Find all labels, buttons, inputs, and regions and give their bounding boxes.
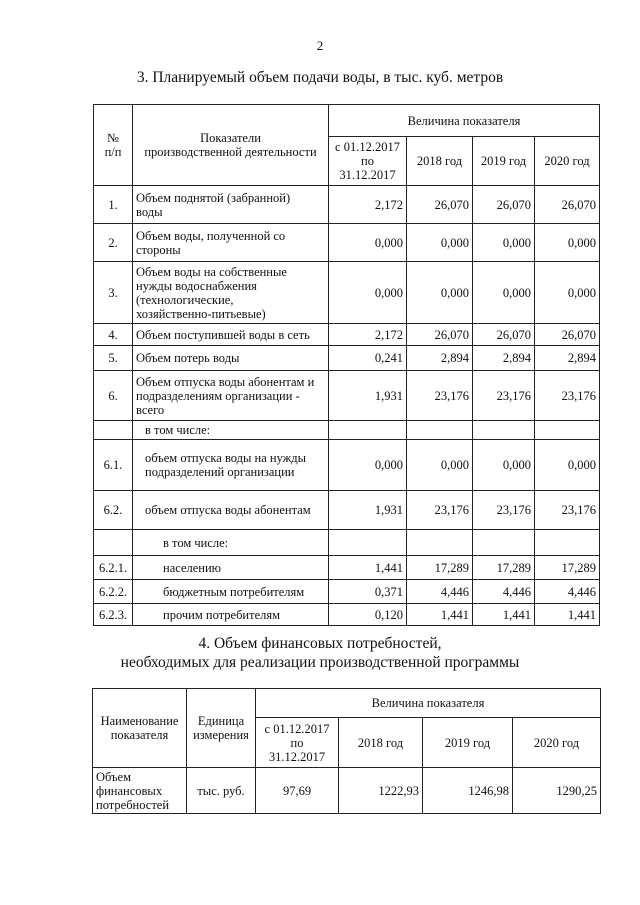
table-row	[94, 580, 600, 604]
header-value-group: Величина показателя	[256, 689, 601, 718]
cell-value: 2,894	[407, 346, 473, 371]
cell-value: 0,241	[329, 346, 407, 371]
header-period1: с 01.12.2017 по 31.12.2017	[256, 718, 339, 768]
cell-value: 0,000	[407, 262, 473, 324]
header-2018: 2018 год	[407, 137, 473, 186]
row-name: Объем воды, полученной со стороны	[133, 224, 329, 262]
header-2018: 2018 год	[339, 718, 423, 768]
row-name: бюджетным потребителям	[133, 580, 329, 604]
table-row	[94, 491, 600, 530]
row-name: Объем поднятой (забранной) воды	[133, 186, 329, 224]
row-num	[94, 421, 133, 440]
header-2019: 2019 год	[473, 137, 535, 186]
cell-value: 0,000	[329, 440, 407, 491]
cell-value: 0,000	[407, 440, 473, 491]
table-row	[94, 440, 600, 491]
cell-value: 0,000	[535, 440, 600, 491]
water-supply-table	[93, 104, 600, 626]
row-num: 6.2.2.	[94, 580, 133, 604]
cell-value: 1246,98	[423, 768, 513, 814]
cell-empty	[535, 421, 600, 440]
row-name: Объем потерь воды	[133, 346, 329, 371]
row-name: объем отпуска воды на нужды подразделений организации	[133, 440, 329, 491]
cell-value: 1222,93	[339, 768, 423, 814]
cell-value: 2,894	[473, 346, 535, 371]
row-num: 6.2.	[94, 491, 133, 530]
table-row	[94, 421, 600, 440]
header-2020: 2020 год	[513, 718, 601, 768]
cell-value: 17,289	[407, 556, 473, 580]
cell-empty	[329, 421, 407, 440]
table-row	[94, 530, 600, 556]
cell-value: 23,176	[473, 491, 535, 530]
page-number: 2	[316, 38, 324, 53]
cell-value: 1,931	[329, 491, 407, 530]
row-num: 4.	[94, 324, 133, 346]
header-2020: 2020 год	[535, 137, 600, 186]
cell-value: 17,289	[473, 556, 535, 580]
row-num: 5.	[94, 346, 133, 371]
cell-value: 17,289	[535, 556, 600, 580]
row-unit: тыс. руб.	[187, 768, 256, 814]
row-name: Объем финансовых потребностей	[93, 768, 187, 814]
cell-value: 1,441	[329, 556, 407, 580]
row-num: 6.1.	[94, 440, 133, 491]
row-num: 3.	[94, 262, 133, 324]
cell-empty	[329, 530, 407, 556]
row-name: Объем воды на собственные нужды водоснабжения (технологические, хозяйственно-питьевые)	[133, 262, 329, 324]
financial-needs-table	[92, 688, 601, 814]
cell-empty	[407, 530, 473, 556]
cell-value: 4,446	[473, 580, 535, 604]
cell-value: 2,894	[535, 346, 600, 371]
row-name: в том числе:	[133, 530, 329, 556]
cell-value: 1,441	[473, 604, 535, 626]
table-row	[94, 186, 600, 224]
row-name: Объем поступившей воды в сеть	[133, 324, 329, 346]
row-name: Объем отпуска воды абонентам и подразделениям организации - всего	[133, 371, 329, 421]
row-num: 2.	[94, 224, 133, 262]
cell-empty	[407, 421, 473, 440]
cell-value: 26,070	[535, 186, 600, 224]
header-indicator: Показатели производственной деятельности	[133, 105, 329, 186]
cell-value: 23,176	[535, 491, 600, 530]
row-name: населению	[133, 556, 329, 580]
header-value-group: Величина показателя	[329, 105, 600, 137]
table-row	[94, 556, 600, 580]
cell-value: 0,000	[473, 224, 535, 262]
cell-empty	[473, 530, 535, 556]
cell-value: 0,000	[473, 262, 535, 324]
section4-title: 4. Объем финансовых потребностей, необходимых для реализации производственной программы	[120, 635, 520, 671]
row-name: объем отпуска воды абонентам	[133, 491, 329, 530]
cell-value: 26,070	[535, 324, 600, 346]
cell-value: 26,070	[407, 186, 473, 224]
cell-value: 0,120	[329, 604, 407, 626]
table-row	[93, 768, 601, 814]
table-row	[94, 224, 600, 262]
cell-value: 1,441	[407, 604, 473, 626]
header-row	[94, 105, 600, 137]
table-row	[94, 604, 600, 626]
header-2019: 2019 год	[423, 718, 513, 768]
section3-title: 3. Планируемый объем подачи воды, в тыс. куб. метров	[136, 69, 504, 86]
cell-value: 0,371	[329, 580, 407, 604]
row-num	[94, 530, 133, 556]
cell-value: 23,176	[407, 371, 473, 421]
row-num: 6.2.1.	[94, 556, 133, 580]
table-row	[94, 346, 600, 371]
row-num: 6.2.3.	[94, 604, 133, 626]
header-unit: Единица измерения	[187, 689, 256, 768]
cell-value: 26,070	[473, 324, 535, 346]
cell-value: 23,176	[473, 371, 535, 421]
table-row	[94, 262, 600, 324]
cell-value: 23,176	[535, 371, 600, 421]
row-name: прочим потребителям	[133, 604, 329, 626]
cell-value: 0,000	[329, 224, 407, 262]
table-row	[94, 371, 600, 421]
table-row	[94, 324, 600, 346]
cell-value: 26,070	[407, 324, 473, 346]
cell-value: 1290,25	[513, 768, 601, 814]
row-num: 1.	[94, 186, 133, 224]
header-row	[93, 689, 601, 718]
row-num: 6.	[94, 371, 133, 421]
cell-value: 0,000	[535, 224, 600, 262]
cell-empty	[473, 421, 535, 440]
row-name: в том числе:	[133, 421, 329, 440]
cell-value: 4,446	[535, 580, 600, 604]
cell-value: 0,000	[407, 224, 473, 262]
cell-value: 4,446	[407, 580, 473, 604]
cell-value: 2,172	[329, 186, 407, 224]
cell-value: 1,931	[329, 371, 407, 421]
cell-value: 97,69	[256, 768, 339, 814]
header-name: Наименование показателя	[93, 689, 187, 768]
cell-value: 26,070	[473, 186, 535, 224]
header-period1: с 01.12.2017 по 31.12.2017	[329, 137, 407, 186]
cell-value: 0,000	[535, 262, 600, 324]
cell-value: 2,172	[329, 324, 407, 346]
cell-empty	[535, 530, 600, 556]
cell-value: 1,441	[535, 604, 600, 626]
cell-value: 23,176	[407, 491, 473, 530]
header-num: № п/п	[94, 105, 133, 186]
cell-value: 0,000	[329, 262, 407, 324]
cell-value: 0,000	[473, 440, 535, 491]
